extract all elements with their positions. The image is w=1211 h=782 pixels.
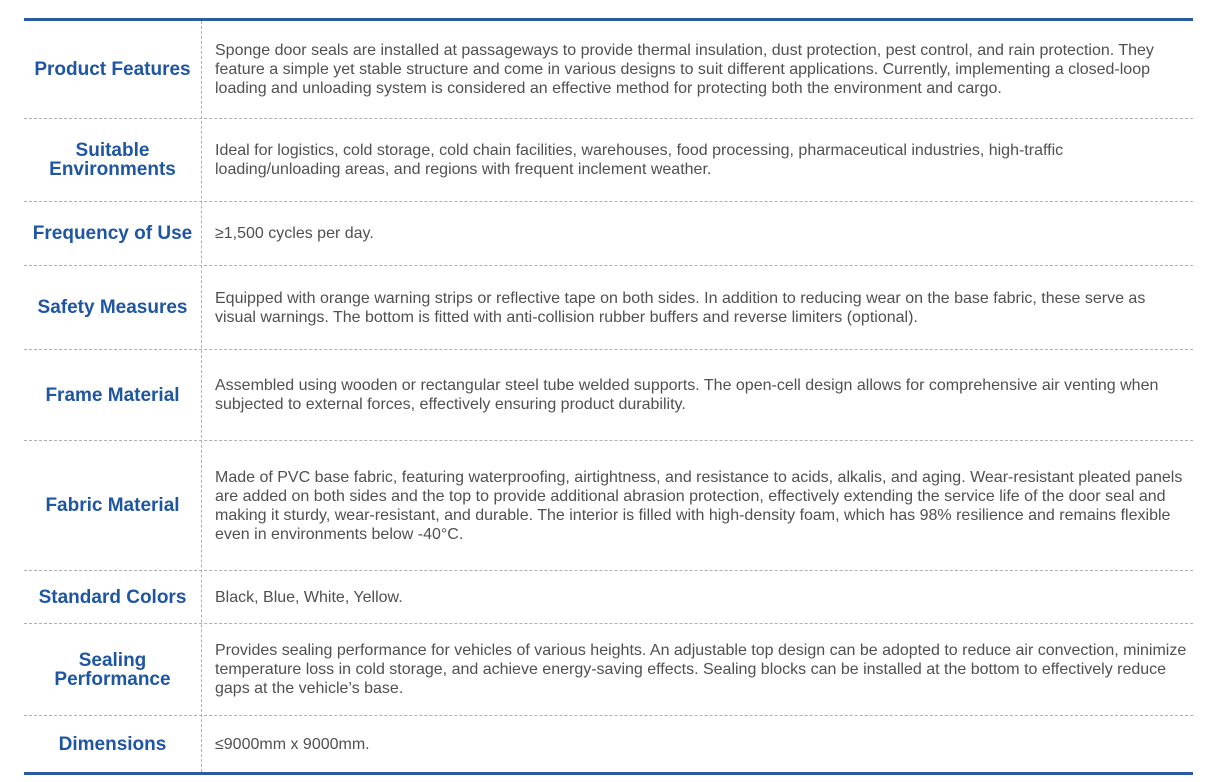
row-label: Dimensions — [58, 733, 167, 755]
row-value: ≤9000mm x 9000mm. — [215, 735, 370, 753]
table-row-standard-colors — [24, 571, 1193, 624]
spec-table — [24, 18, 1193, 775]
row-value: Made of PVC base fabric, featuring waterproofing, airtightness, and resistance to acids, alkalis, and aging. Wear-resistant pleated panels are added on both sides and the top to provide additional abrasion protection, effectively extending the service life of the door seal and making it sturdy, wear-resistant, and durable. The interior is filled with high-density foam, which has 98% resilience and remains flexible even in environments below -40°C. — [215, 468, 1183, 543]
row-label: Sealing Performance — [54, 649, 171, 690]
row-label: Frame Material — [45, 384, 180, 406]
row-label: Fabric Material — [45, 495, 180, 516]
table-row-sealing-performance — [24, 624, 1193, 716]
row-value: ≥1,500 cycles per day. — [215, 225, 374, 242]
row-value: Black, Blue, White, Yellow. — [215, 588, 403, 606]
table-row-dimensions — [24, 716, 1193, 772]
row-label: Frequency of Use — [32, 223, 193, 244]
row-label: Safety Measures — [37, 297, 188, 318]
row-value: Sponge door seals are installed at passageways to provide thermal insulation, dust protection, pest control, and rain protection. They feature a simple yet stable structure and come in various designs to suit different applications. Currently, implementing a closed-loop loading and unloading system is considered an effective method for protecting both the environment and cargo. — [215, 42, 1154, 97]
table-row-suitable-environments — [24, 119, 1193, 202]
table-row-frame-material — [24, 350, 1193, 441]
row-value: Assembled using wooden or rectangular steel tube welded supports. The open-cell design allows for comprehensive air venting when subjected to external forces, effectively ensuring product durability. — [215, 377, 1159, 413]
row-value: Ideal for logistics, cold storage, cold chain facilities, warehouses, food processing, pharmaceutical industries, high-traffic loading/unloading areas, and regions with frequent inclement weather. — [215, 142, 1064, 178]
row-value: Equipped with orange warning strips or reflective tape on both sides. In addition to reducing wear on the base fabric, these serve as visual warnings. The bottom is fitted with anti-collision rubber buffers and reverse limiters (optional). — [215, 289, 1146, 326]
row-value: Provides sealing performance for vehicles of various heights. An adjustable top design can be adopted to reduce air convection, minimize temperature loss in cold storage, and achieve energy-saving effects. Sealing blocks can be installed at the bottom to effectively reduce gaps at the vehicle’s base. — [215, 642, 1187, 697]
table-row-product-features — [24, 21, 1193, 119]
table-row-fabric-material — [24, 441, 1193, 571]
row-label: Suitable Environments — [49, 140, 176, 180]
table-row-safety-measures — [24, 266, 1193, 350]
table-row-frequency-of-use — [24, 202, 1193, 266]
row-label: Product Features — [34, 59, 191, 80]
row-label: Standard Colors — [38, 586, 187, 608]
